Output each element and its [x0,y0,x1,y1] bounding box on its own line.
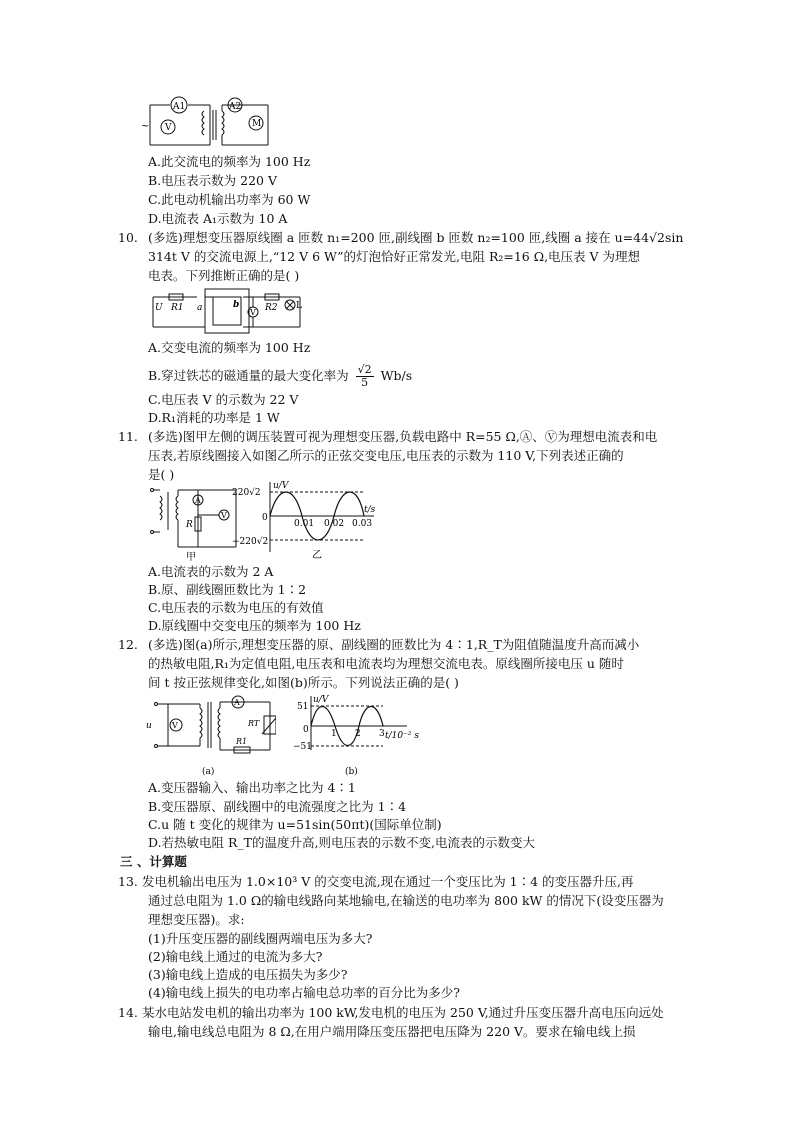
q11-option-b: B.原、副线圈匝数比为 1∶2 [148,582,307,597]
q12-option-d: D.若热敏电阻 R_T的温度升高,则电压表的示数不变,电流表的示数变大 [148,835,535,850]
q10-a-label: a [197,303,203,313]
q10-b-label: b [233,300,240,310]
section-3-heading: 三 、计算题 [120,854,187,869]
q11-figure-yi [232,478,382,560]
q11-ymax: 220√2 [232,488,261,498]
q11-r-label: R [186,520,193,530]
q10-circuit-figure [145,285,305,337]
q12-stem-line-1: (多选)图(a)所示,理想变压器的原、副线圈的匝数比为 4∶1,R_T为阻值随温度升高而减小 [148,637,640,652]
q12-option-a: A.变压器输入、输出功率之比为 4∶1 [148,780,356,795]
q10-option-c: C.电压表 V 的示数为 22 V [148,392,299,407]
q9-circuit-figure [140,95,270,153]
q10-u-label: U [155,303,163,313]
q11-stem-line-3: 是( ) [148,467,175,482]
q12-figure-a [146,694,276,778]
q12-option-b: B.变压器原、副线圈中的电流强度之比为 1∶4 [148,799,407,814]
q11-a-label: A [195,496,201,505]
q12-stem-line-3: 间 t 按正弦规律变化,如图(b)所示。下列说法正确的是( ) [148,675,459,690]
svg-text:~: ~ [141,121,150,132]
q10-option-b-unit: Wb/s [380,368,413,383]
q11-figure-jia [148,482,240,562]
q12-t3: 3 [379,729,385,739]
q13-stem-line-1: 发电机输出电压为 1.0×10³ V 的交变电流,现在通过一个变压比为 1∶4 的变压器升压,再 [142,874,634,889]
q12-cap-a: (a) [202,767,215,777]
q13-sub-1: (1)升压变压器的副线圈两端电压为多大? [148,931,373,946]
q11-xlabel: t/s [364,505,376,515]
q14-stem-line-2: 输电,输电线总电阻为 8 Ω,在用户端用降压变压器把电压降为 220 V。要求在输电线上损 [148,1024,636,1039]
q12-a-label: A [234,698,240,707]
q13-stem-line-2: 通过总电阻为 1.0 Ω的输电线路向某地输电,在输送的电功率为 800 kW 的情况下(设变压器为 [148,893,664,908]
q13-sub-4: (4)输电线上损失的电功率占输电总功率的百分比为多少? [148,985,460,1000]
q10-fraction-denominator: 5 [361,376,369,389]
q12-cap-b: (b) [345,767,358,777]
q10-l-label: L [296,301,302,311]
q10-r2-label: R2 [265,303,278,313]
q11-v-label: V [221,511,227,520]
q10-option-b-text: B.穿过铁芯的磁通量的最大变化率为 [148,368,349,383]
q9-a1-label: A1 [173,102,186,112]
q12-rt-label: RT [248,719,260,728]
q10-fraction-numerator: √2 [357,363,372,376]
q10-option-a: A.交变电流的频率为 100 Hz [148,340,311,355]
q11-stem-line-1: (多选)图甲左侧的调压装置可视为理想变压器,负载电路中 R=55 Ω,Ⓐ、Ⓥ为理想电流表和电 [148,429,658,444]
q9-m-label: M [252,119,262,129]
q12-number: 12. [118,637,138,652]
q12-option-c: C.u 随 t 变化的规律为 u=51sin(50πt)(国际单位制) [148,817,442,832]
q10-option-b-fraction [356,364,374,389]
q12-u-label: u [146,721,152,731]
q9-option-b: B.电压表示数为 220 V [148,173,277,188]
q12-t2: 2 [355,729,361,739]
q13-stem-line-3: 理想变压器)。求: [148,912,245,927]
q10-stem-line-3: 电表。下列推断正确的是( ) [148,268,300,283]
q11-option-a: A.电流表的示数为 2 A [148,564,274,579]
q11-t2: 0.02 [324,519,345,529]
q14-stem-line-1: 某水电站发电机的输出功率为 100 kW,发电机的电压为 250 V,通过升压变压器升高电压向远处 [142,1005,664,1020]
q12-ymin: −51 [293,742,312,752]
q10-number: 10. [118,230,138,245]
q9-option-a: A.此交流电的频率为 100 Hz [148,154,311,169]
q12-figure-b [293,692,423,778]
q14-number: 14. [118,1005,138,1020]
q12-ymax: 51 [297,702,309,712]
q9-option-d: D.电流表 A₁示数为 10 A [148,211,288,226]
q11-jia-label: 甲 [186,552,196,562]
q11-t1: 0.01 [294,519,315,529]
q9-a2-label: A2 [229,102,242,112]
q13-sub-2: (2)输电线上通过的电流为多大? [148,949,323,964]
q12-v-label: V [172,721,178,730]
q11-number: 11. [118,429,138,444]
q12-r1-label: R1 [236,737,248,746]
q11-option-d: D.原线圈中交变电压的频率为 100 Hz [148,618,361,633]
q11-t3: 0.03 [352,519,373,529]
q13-sub-3: (3)输电线上造成的电压损失为多少? [148,967,348,982]
q10-stem-line-2: 314t V 的交流电源上,“12 V 6 W”的灯泡恰好正常发光,电阻 R₂=16 Ω,电压表 V 为理想 [148,249,641,264]
q10-stem-line-1: (多选)理想变压器原线圈 a 匝数 n₁=200 匝,副线圈 b 匝数 n₂=100 匝,线圈 a 接在 u=44√2sin [148,230,684,245]
q10-option-d: D.R₁消耗的功率是 1 W [148,410,280,425]
q9-v-label: V [165,123,172,133]
q12-ylabel: u/V [313,695,329,705]
q11-ylabel: u/V [273,481,289,491]
q9-option-c: C.此电动机输出功率为 60 W [148,192,311,207]
q10-v-label: V [250,308,256,317]
q10-option-b [148,364,412,389]
q11-origin: 0 [262,513,268,523]
q12-xlabel: t/10⁻² s [385,731,419,741]
q12-t1: 1 [331,729,337,739]
q11-ymin: −220√2 [232,537,269,547]
q11-stem-line-2: 压表,若原线圈接入如图乙所示的正弦交变电压,电压表的示数为 110 V,下列表述正确的 [148,448,624,463]
q10-r1-label: R1 [171,303,184,313]
q12-origin: 0 [303,725,309,735]
q12-stem-line-2: 的热敏电阻,R₁为定值电阻,电压表和电流表均为理想交流电表。原线圈所接电压 u 随时 [148,656,624,671]
q13-number: 13. [118,874,138,889]
q11-option-c: C.电压表的示数为电压的有效值 [148,600,324,615]
q11-yi-label: 乙 [312,550,322,560]
